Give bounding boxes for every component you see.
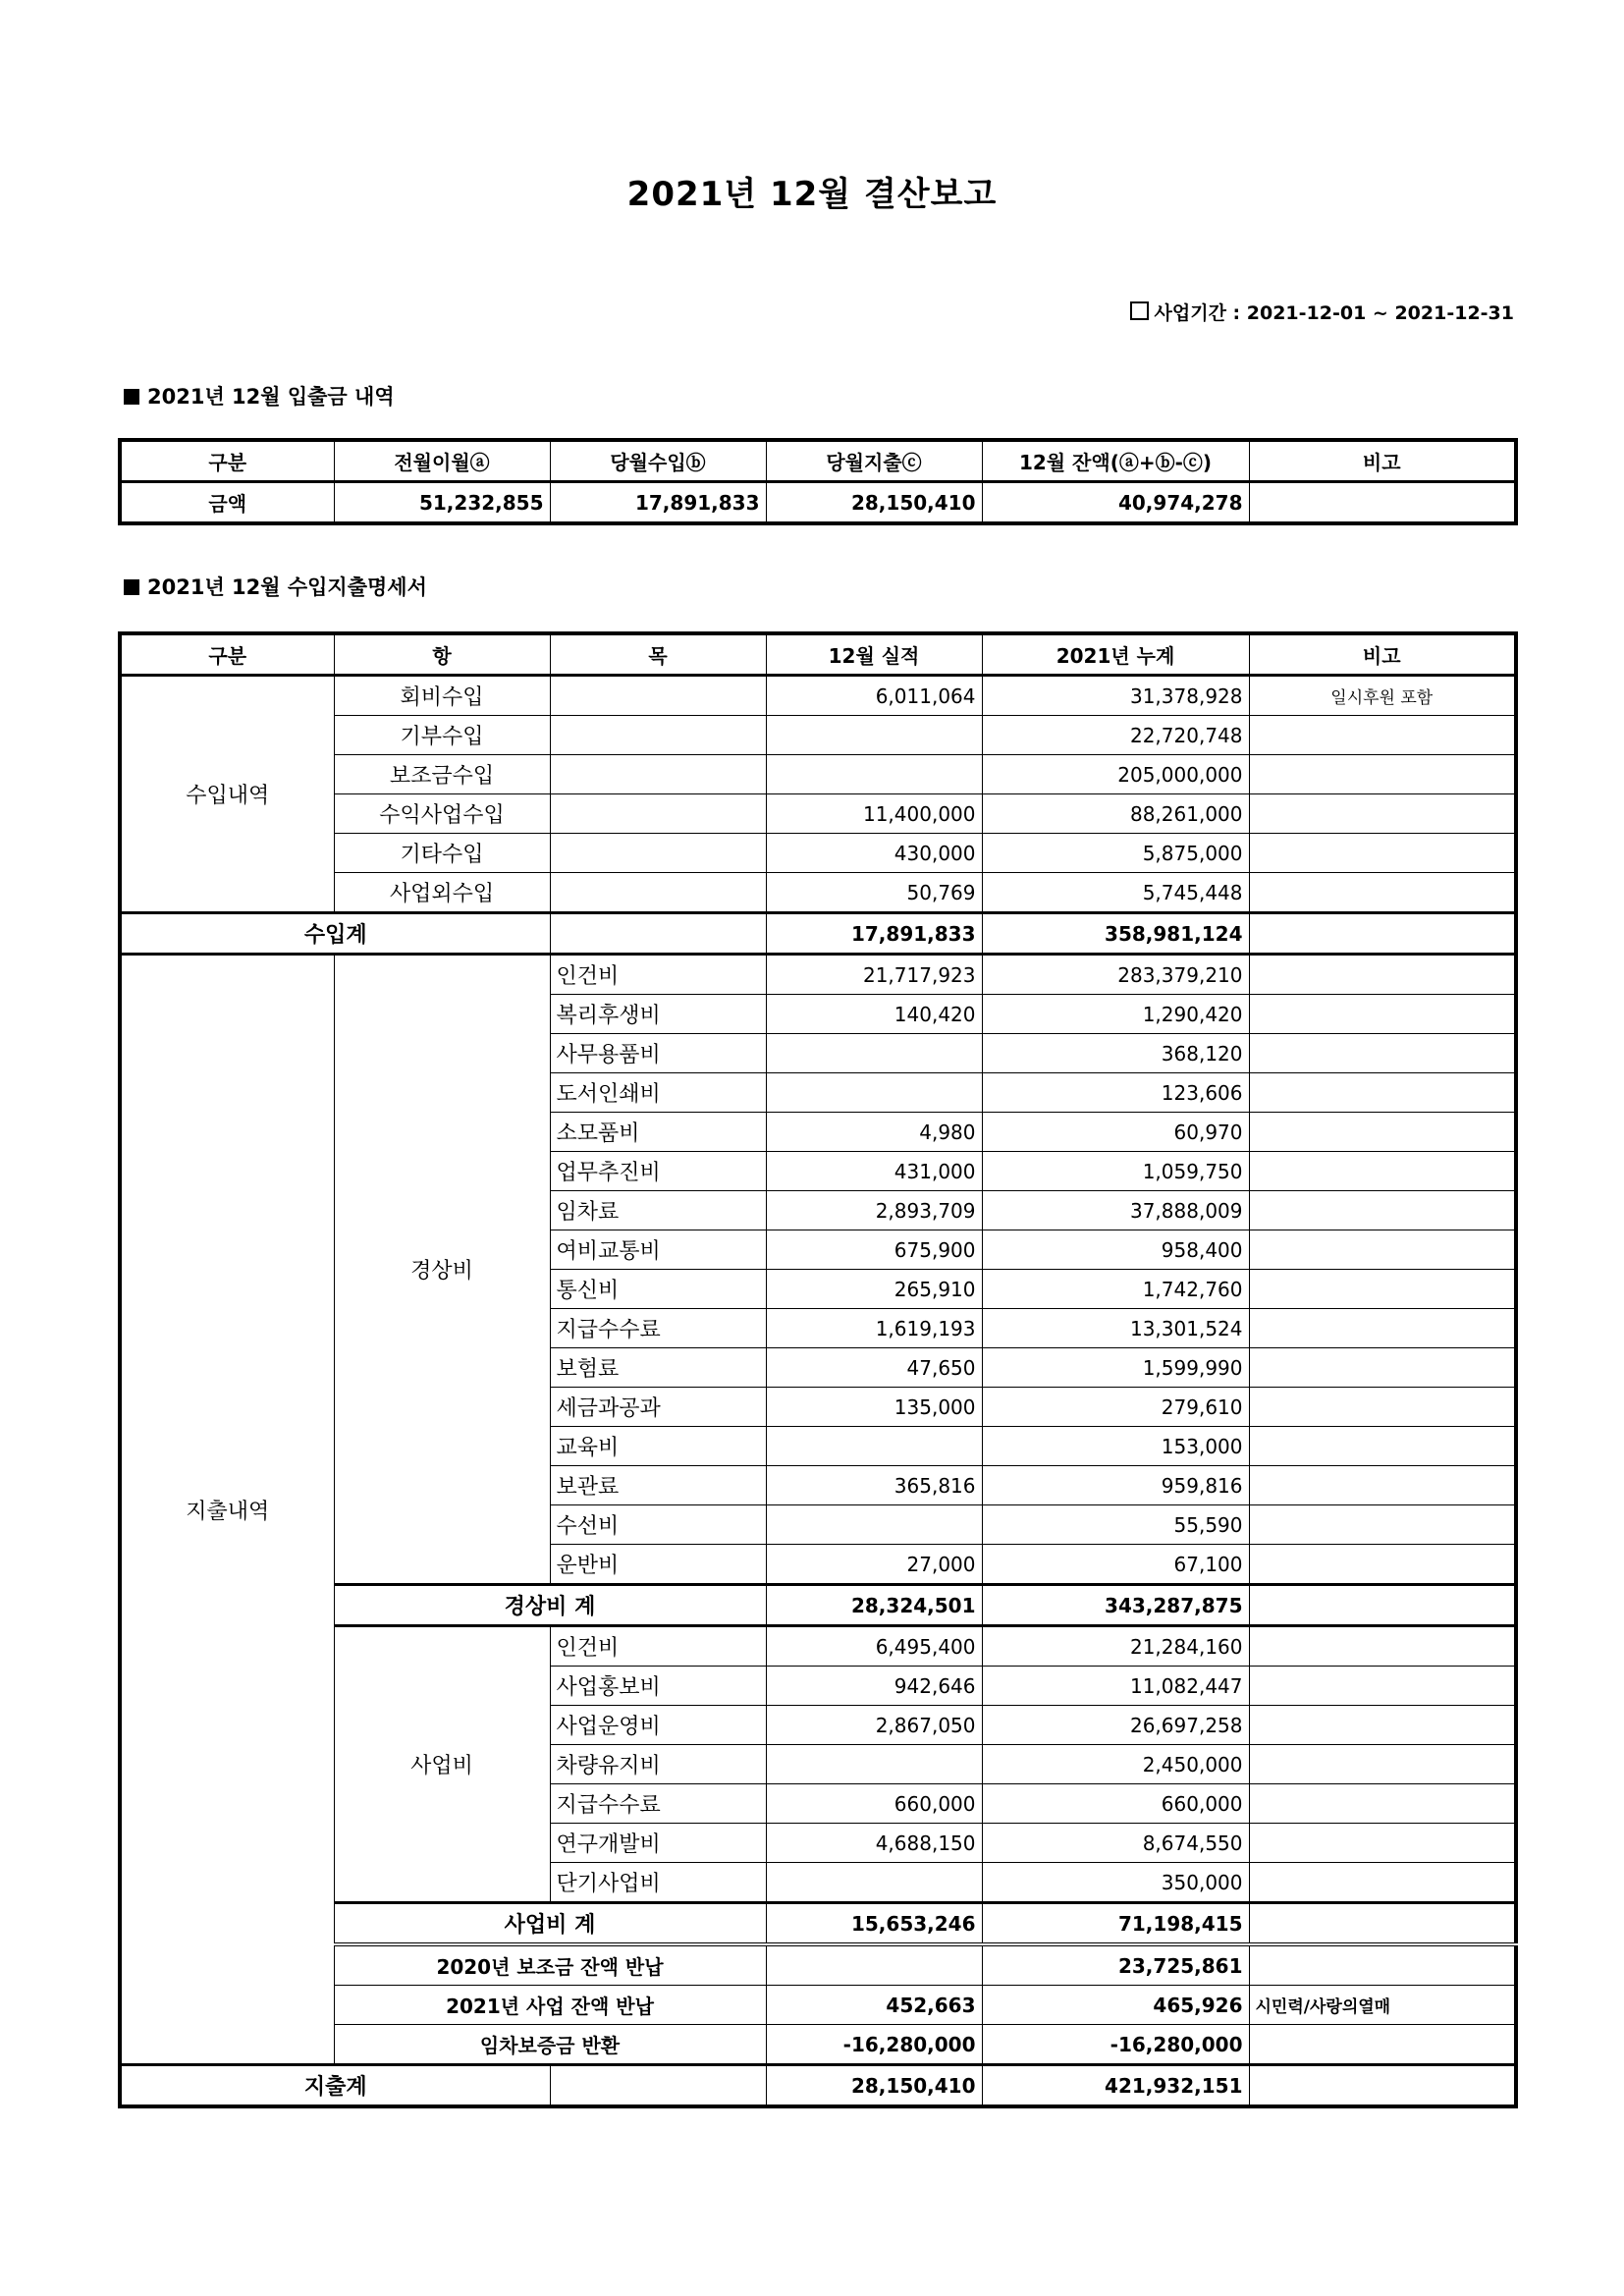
opex-cumulative-value: 959,816 [982,1466,1249,1505]
biz-item: 사업운영비 [550,1706,766,1745]
income-group-label: 수입내역 [120,676,334,913]
biz-cumulative-value: 350,000 [982,1863,1249,1903]
income-subitem [550,834,766,873]
black-square-icon [124,579,139,595]
summary-header-expense: 당월지출ⓒ [766,440,982,482]
income-subitem [550,676,766,716]
summary-values-row [120,482,1516,524]
opex-remarks [1249,1309,1516,1348]
section-deposit-withdrawal-title: 2021년 12월 입출금 내역 [147,385,395,409]
biz-total-remarks [1249,1903,1516,1945]
summary-row-label: 금액 [120,482,334,524]
opex-item: 수선비 [550,1505,766,1545]
income-subitem [550,755,766,794]
statement-table [118,631,1518,2108]
expense-total-month: 28,150,410 [766,2065,982,2107]
opex-month-value: 431,000 [766,1152,982,1191]
income-item: 기타수입 [334,834,550,873]
biz-cumulative-value: 21,284,160 [982,1626,1249,1667]
opex-total-month: 28,324,501 [766,1585,982,1626]
summary-header-carryover: 전월이월ⓐ [334,440,550,482]
opex-item: 여비교통비 [550,1230,766,1270]
income-cumulative-value: 31,378,928 [982,676,1249,716]
expense-total-cumulative: 421,932,151 [982,2065,1249,2107]
biz-remarks [1249,1824,1516,1863]
opex-month-value: 675,900 [766,1230,982,1270]
expense-total-subitem [550,2065,766,2107]
opex-cumulative-value: 153,000 [982,1427,1249,1466]
income-remarks [1249,794,1516,834]
opex-cumulative-value: 123,606 [982,1073,1249,1113]
income-month-value: 6,011,064 [766,676,982,716]
biz-remarks [1249,1626,1516,1667]
opex-month-value: 135,000 [766,1388,982,1427]
summary-header-category: 구분 [120,440,334,482]
biz-item: 지급수수료 [550,1784,766,1824]
income-month-value [766,755,982,794]
opex-item: 운반비 [550,1545,766,1585]
summary-expense-value: 28,150,410 [766,482,982,524]
income-remarks [1249,755,1516,794]
opex-remarks [1249,1191,1516,1230]
income-remarks [1249,834,1516,873]
opex-cumulative-value: 1,059,750 [982,1152,1249,1191]
biz-month-value [766,1863,982,1903]
opex-month-value: 140,420 [766,995,982,1034]
biz-cumulative-value: 8,674,550 [982,1824,1249,1863]
opex-row [120,955,1516,995]
other-expense-month: -16,280,000 [766,2025,982,2065]
statement-header-remarks: 비고 [1249,633,1516,676]
income-total-month: 17,891,833 [766,913,982,955]
opex-cumulative-value: 13,301,524 [982,1309,1249,1348]
business-period [1130,299,1514,325]
biz-remarks [1249,1784,1516,1824]
expense-total-remarks [1249,2065,1516,2107]
income-total-cumulative: 358,981,124 [982,913,1249,955]
opex-remarks [1249,1388,1516,1427]
summary-header-row [120,440,1516,482]
opex-cumulative-value: 55,590 [982,1505,1249,1545]
opex-total-cumulative: 343,287,875 [982,1585,1249,1626]
other-expense-month [766,1944,982,1986]
opex-month-value: 1,619,193 [766,1309,982,1348]
section-statement-title: 2021년 12월 수입지출명세서 [147,575,427,599]
expense-group-label: 지출내역 [120,955,334,2065]
income-cumulative-value: 88,261,000 [982,794,1249,834]
opex-item: 사무용품비 [550,1034,766,1073]
other-expense-cumulative: 23,725,861 [982,1944,1249,1986]
opex-remarks [1249,1545,1516,1585]
opex-remarks [1249,1348,1516,1388]
expense-total-label: 지출계 [120,2065,550,2107]
checkbox-square-icon [1130,301,1149,320]
opex-item: 세금과공과 [550,1388,766,1427]
opex-remarks [1249,955,1516,995]
statement-header-month-actual: 12월 실적 [766,633,982,676]
opex-month-value [766,1034,982,1073]
opex-cumulative-value: 1,290,420 [982,995,1249,1034]
opex-item: 통신비 [550,1270,766,1309]
biz-month-value: 2,867,050 [766,1706,982,1745]
opex-month-value: 2,893,709 [766,1191,982,1230]
opex-remarks [1249,1230,1516,1270]
biz-month-value: 6,495,400 [766,1626,982,1667]
income-remarks [1249,716,1516,755]
biz-total-cumulative: 71,198,415 [982,1903,1249,1945]
opex-remarks [1249,1152,1516,1191]
opex-cumulative-value: 67,100 [982,1545,1249,1585]
biz-cumulative-value: 2,450,000 [982,1745,1249,1784]
biz-cumulative-value: 11,082,447 [982,1667,1249,1706]
income-item: 회비수입 [334,676,550,716]
statement-header-subsection: 목 [550,633,766,676]
opex-remarks [1249,1113,1516,1152]
income-subitem [550,873,766,913]
income-item: 보조금수입 [334,755,550,794]
income-total-remarks [1249,913,1516,955]
income-cumulative-value: 5,875,000 [982,834,1249,873]
statement-header-section: 항 [334,633,550,676]
income-subitem [550,794,766,834]
other-expense-cumulative: 465,926 [982,1986,1249,2025]
opex-item: 보험료 [550,1348,766,1388]
opex-remarks [1249,1073,1516,1113]
opex-item: 소모품비 [550,1113,766,1152]
opex-cumulative-value: 958,400 [982,1230,1249,1270]
opex-remarks [1249,1270,1516,1309]
income-row [120,676,1516,716]
income-item: 수익사업수입 [334,794,550,834]
black-square-icon [124,389,139,405]
other-expense-label: 임차보증금 반환 [334,2025,766,2065]
opex-month-value: 47,650 [766,1348,982,1388]
opex-item: 교육비 [550,1427,766,1466]
summary-header-balance: 12월 잔액(ⓐ+ⓑ-ⓒ) [982,440,1249,482]
summary-header-income: 당월수입ⓑ [550,440,766,482]
biz-remarks [1249,1667,1516,1706]
biz-month-value: 942,646 [766,1667,982,1706]
opex-total-remarks [1249,1585,1516,1626]
biz-group-label: 사업비 [334,1626,550,1903]
biz-month-value [766,1745,982,1784]
opex-remarks [1249,1034,1516,1073]
income-remarks [1249,873,1516,913]
income-total-subitem [550,913,766,955]
income-cumulative-value: 22,720,748 [982,716,1249,755]
other-expense-remarks: 시민력/사랑의열매 [1249,1986,1516,2025]
opex-item: 인건비 [550,955,766,995]
biz-month-value: 660,000 [766,1784,982,1824]
income-month-value: 430,000 [766,834,982,873]
statement-header-row [120,633,1516,676]
income-cumulative-value: 205,000,000 [982,755,1249,794]
summary-remarks-value [1249,482,1516,524]
opex-group-label: 경상비 [334,955,550,1585]
opex-month-value: 365,816 [766,1466,982,1505]
other-expense-month: 452,663 [766,1986,982,2025]
opex-remarks [1249,1466,1516,1505]
section-deposit-withdrawal-heading [124,381,395,410]
opex-remarks [1249,1505,1516,1545]
summary-carryover-value: 51,232,855 [334,482,550,524]
biz-cumulative-value: 26,697,258 [982,1706,1249,1745]
page-title: 2021년 12월 결산보고 [626,175,998,214]
opex-cumulative-value: 1,599,990 [982,1348,1249,1388]
opex-cumulative-value: 283,379,210 [982,955,1249,995]
opex-item: 도서인쇄비 [550,1073,766,1113]
biz-month-value: 4,688,150 [766,1824,982,1863]
opex-item: 업무추진비 [550,1152,766,1191]
summary-balance-value: 40,974,278 [982,482,1249,524]
biz-remarks [1249,1706,1516,1745]
section-statement-heading [124,572,427,601]
income-month-value: 11,400,000 [766,794,982,834]
biz-remarks [1249,1745,1516,1784]
income-remarks: 일시후원 포함 [1249,676,1516,716]
biz-remarks [1249,1863,1516,1903]
opex-item: 복리후생비 [550,995,766,1034]
opex-item: 보관료 [550,1466,766,1505]
opex-month-value: 21,717,923 [766,955,982,995]
other-expense-label: 2020년 보조금 잔액 반납 [334,1944,766,1986]
income-subitem [550,716,766,755]
income-total-row [120,913,1516,955]
income-total-label: 수입계 [120,913,550,955]
opex-month-value: 265,910 [766,1270,982,1309]
opex-month-value [766,1427,982,1466]
other-expense-cumulative: -16,280,000 [982,2025,1249,2065]
biz-item: 차량유지비 [550,1745,766,1784]
income-month-value: 50,769 [766,873,982,913]
opex-month-value: 27,000 [766,1545,982,1585]
biz-item: 단기사업비 [550,1863,766,1903]
expense-total-row [120,2065,1516,2107]
biz-item: 연구개발비 [550,1824,766,1863]
opex-remarks [1249,995,1516,1034]
biz-cumulative-value: 660,000 [982,1784,1249,1824]
opex-remarks [1249,1427,1516,1466]
income-cumulative-value: 5,745,448 [982,873,1249,913]
biz-item: 인건비 [550,1626,766,1667]
income-item: 사업외수입 [334,873,550,913]
opex-total-label: 경상비 계 [334,1585,766,1626]
summary-header-remarks: 비고 [1249,440,1516,482]
statement-header-category: 구분 [120,633,334,676]
other-expense-remarks [1249,2025,1516,2065]
opex-month-value [766,1505,982,1545]
opex-cumulative-value: 37,888,009 [982,1191,1249,1230]
income-month-value [766,716,982,755]
biz-item: 사업홍보비 [550,1667,766,1706]
statement-header-cumulative: 2021년 누계 [982,633,1249,676]
biz-total-month: 15,653,246 [766,1903,982,1945]
opex-item: 지급수수료 [550,1309,766,1348]
income-item: 기부수입 [334,716,550,755]
opex-item: 임차료 [550,1191,766,1230]
opex-cumulative-value: 279,610 [982,1388,1249,1427]
summary-table [118,438,1518,525]
opex-cumulative-value: 368,120 [982,1034,1249,1073]
opex-cumulative-value: 60,970 [982,1113,1249,1152]
summary-income-value: 17,891,833 [550,482,766,524]
opex-month-value [766,1073,982,1113]
business-period-label: 사업기간 : 2021-12-01 ~ 2021-12-31 [1154,302,1514,324]
other-expense-remarks [1249,1944,1516,1986]
other-expense-label: 2021년 사업 잔액 반납 [334,1986,766,2025]
opex-cumulative-value: 1,742,760 [982,1270,1249,1309]
opex-month-value: 4,980 [766,1113,982,1152]
biz-total-label: 사업비 계 [334,1903,766,1945]
